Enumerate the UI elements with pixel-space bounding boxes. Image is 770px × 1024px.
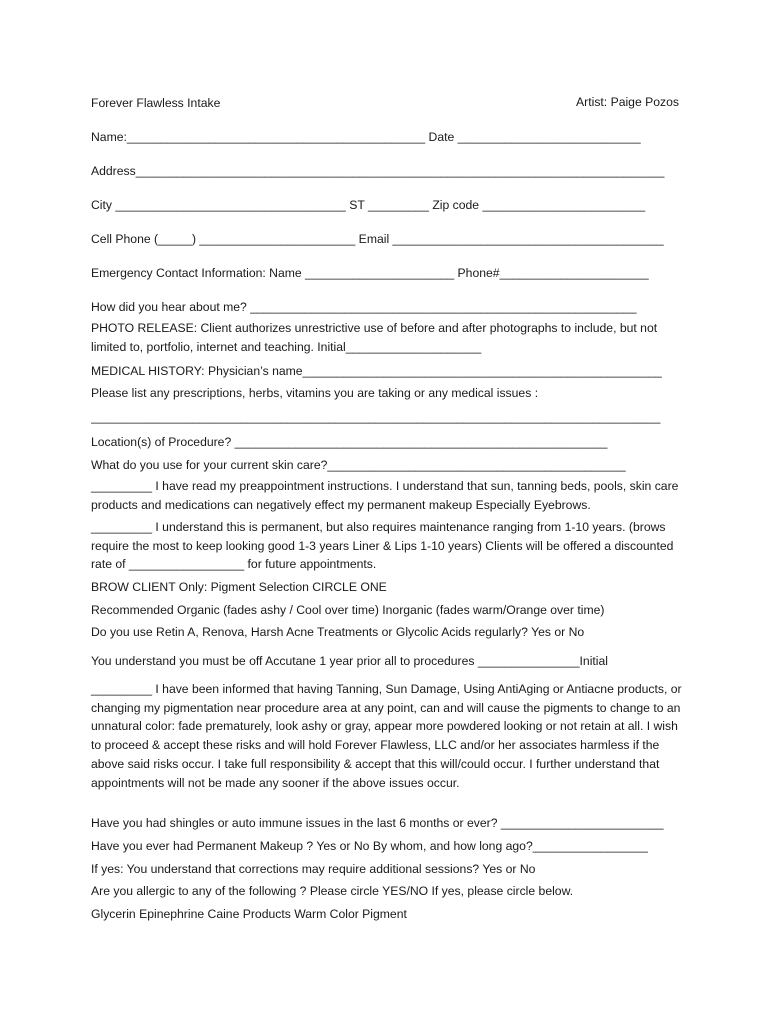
procedure-location-line[interactable]: Location(s) of Procedure? _______________________________________________________ [91, 435, 608, 449]
risk-acknowledgement-paragraph: _________ I have been informed that having Tanning, Sun Damage, Using AntiAging or Antiacne products, or changing my pigmentation near procedure area at any point, can and will cause the pigments to change to an unnatural color: fade prematurely, look ashy or gray, appear more powdered looking or not retain at all. I wish to proceed & accept these risks and will hold Forever Flawless, LLC and/or her associates harmless if the above said risks occur. I take full responsibility & accept that this will/could occur. I further understand that appointments will not be made any sooner if the above issues occur. [91, 682, 682, 790]
form-title: Forever Flawless Intake [91, 96, 221, 110]
city-state-zip-line[interactable]: City __________________________________ ST _________ Zip code ________________________ [91, 198, 646, 212]
prior-makeup-question[interactable]: Have you ever had Permanent Makeup ? Yes or No By whom, and how long ago?_________________ [91, 839, 648, 853]
medical-history-line[interactable]: MEDICAL HISTORY: Physician’s name_____________________________________________________ [91, 364, 662, 378]
prescriptions-prompt: Please list any prescriptions, herbs, vitamins you are taking or any medical issues : [91, 386, 539, 400]
artist-name: Artist: Paige Pozos [576, 95, 679, 109]
photo-release-paragraph: PHOTO RELEASE: Client authorizes unrestrictive use of before and after photographs to include, but not limited to, portfolio, internet and teaching. Initial____________________ [91, 321, 658, 354]
allergy-question: Are you allergic to any of the following ? Please circle YES/NO If yes, please circle below. [91, 884, 574, 898]
shingles-question[interactable]: Have you had shingles or auto immune issues in the last 6 months or ever? ________________________ [91, 816, 664, 830]
emergency-contact-line[interactable]: Emergency Contact Information: Name ______________________ Phone#______________________ [91, 266, 649, 280]
preappointment-paragraph: _________ I have read my preappointment instructions. I understand that sun, tanning beds, pools, skin care products and medications can negatively effect my permanent makeup Especially Eyebrows. [91, 479, 679, 512]
skin-care-line[interactable]: What do you use for your current skin care?____________________________________________ [91, 458, 626, 472]
name-date-line[interactable]: Name:____________________________________________ Date ___________________________ [91, 130, 641, 144]
prescriptions-blank-line[interactable]: ____________________________________________________________________________________ [91, 410, 661, 424]
accutane-line[interactable]: You understand you must be off Accutane 1 year prior all to procedures _______________Initial [91, 654, 608, 668]
retin-a-question[interactable]: Do you use Retin A, Renova, Harsh Acne Treatments or Glycolic Acids regularly? Yes or No [91, 625, 585, 639]
corrections-question[interactable]: If yes: You understand that corrections may require additional sessions? Yes or No [91, 862, 536, 876]
cell-email-line[interactable]: Cell Phone (_____) _______________________ Email ________________________________________ [91, 232, 664, 246]
brow-client-heading: BROW CLIENT Only: Pigment Selection CIRCLE ONE [91, 580, 387, 594]
address-line[interactable]: Address______________________________________________________________________________ [91, 164, 665, 178]
allergen-list[interactable]: Glycerin Epinephrine Caine Products Warm Color Pigment [91, 907, 407, 921]
pigment-options-line[interactable]: Recommended Organic (fades ashy / Cool over time) Inorganic (fades warm/Orange over time) [91, 603, 605, 617]
permanence-paragraph: _________ I understand this is permanent, but also requires maintenance ranging from 1-10 years. (brows require the most to keep looking good 1-3 years Liner & Lips 1-10 years) Clients will be offered a discounted rate of _________________ for future appointments. [91, 520, 674, 572]
referral-line[interactable]: How did you hear about me? _________________________________________________________ [91, 300, 637, 314]
